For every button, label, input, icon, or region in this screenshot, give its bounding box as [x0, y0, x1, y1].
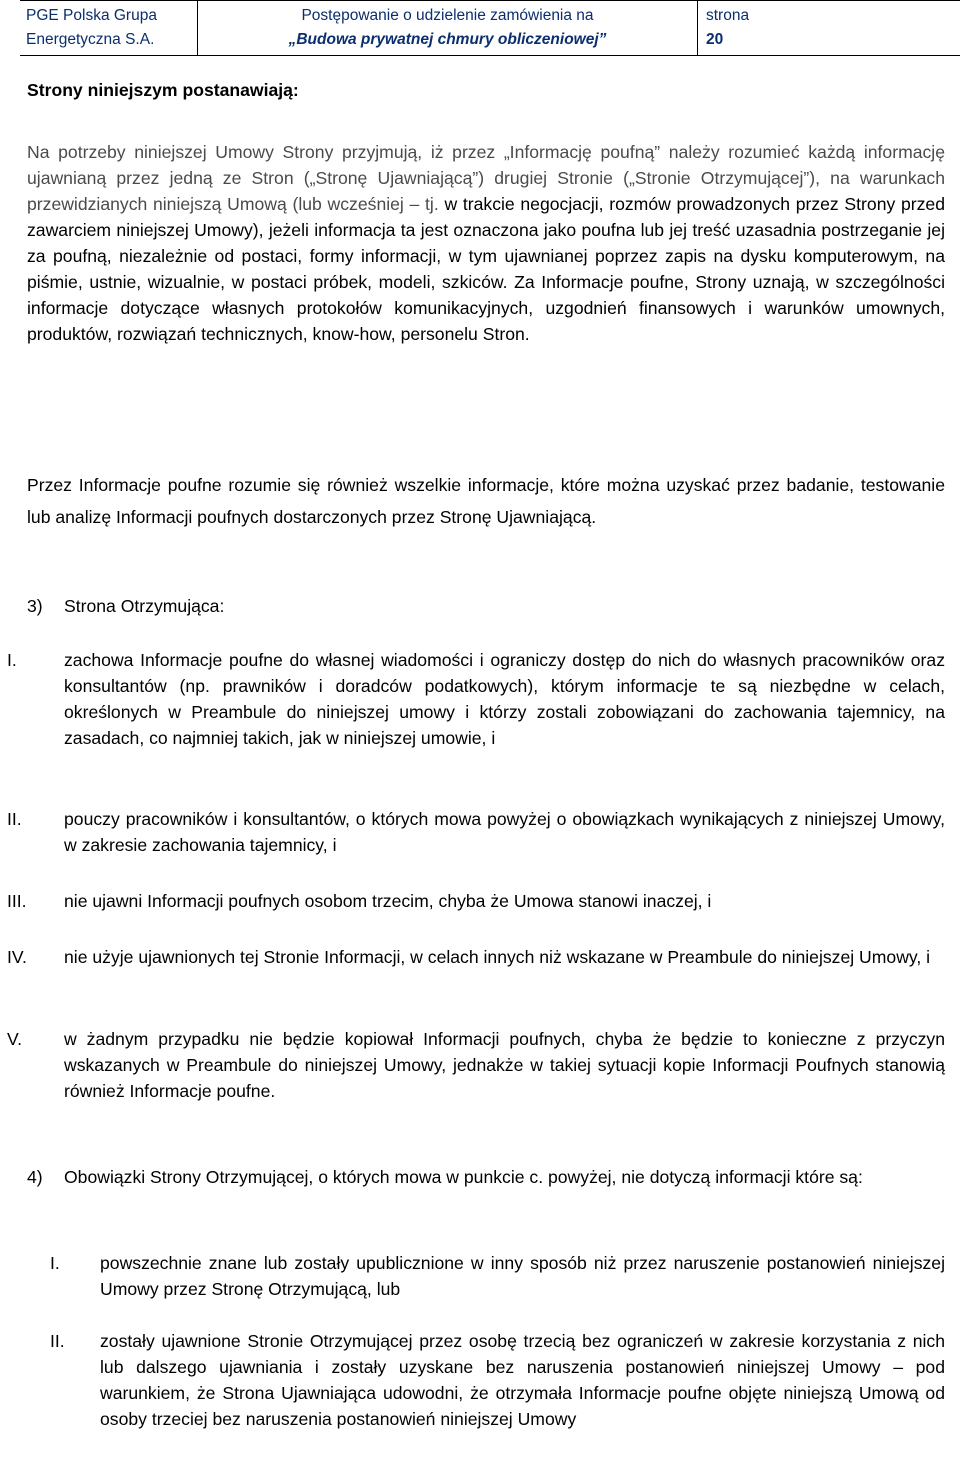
list-item — [7, 806, 945, 858]
page-header — [20, 0, 960, 56]
paragraph-definition-grey: Na potrzeby niniejszej Umowy Strony przyjmują, iż przez „Informację poufną” należy rozumieć każdą informację ujawnianą przez jedną ze Stron („Stronę Ujawniającą”) drugiej Stronie („Stronie Otrzymującej”), na warunkach przewidzianych niniejszą Umową (lub wcześniej – tj. — [27, 142, 945, 214]
list-marker: II. — [50, 1331, 65, 1351]
list-marker: III. — [7, 891, 27, 911]
section-3-marker: 3) — [27, 596, 43, 616]
section-4-marker: 4) — [27, 1167, 43, 1187]
section-3-label: Strona Otrzymująca: — [64, 596, 225, 616]
title-line-2: „Budowa prywatnej chmury obliczeniowej” — [288, 31, 607, 48]
list-item — [7, 1026, 945, 1104]
page-number: 20 — [706, 31, 724, 48]
list-marker: II. — [7, 809, 22, 829]
header-company — [20, 1, 198, 55]
section-heading: Strony niniejszym postanawiają: — [27, 80, 299, 100]
paragraph-derived-info: Przez Informacje poufne rozumie się również wszelkie informacje, które można uzyskać przez badanie, testowanie lub analizę Informacji poufnych dostarczonych przez Stronę Ujawniającą. — [27, 475, 945, 527]
company-line-1: PGE Polska Grupa — [26, 7, 157, 24]
list-item — [50, 1328, 945, 1432]
list-item — [7, 888, 945, 914]
list-item-text: powszechnie znane lub zostały upublicznione w inny sposób niż przez naruszenie postanowień niniejszej Umowy przez Stronę Otrzymującą, lub — [100, 1253, 945, 1299]
list-item-text: zostały ujawnione Stronie Otrzymującej przez osobę trzecią bez ograniczeń w zakresie korzystania z nich lub dalszego ujawniania i zostały uzyskane bez naruszenia postanowień niniejszej Umowy – pod warunkiem, że Strona Ujawniająca udowodni, że otrzymała Informacje poufne objęte niniejszą Umową od osoby trzeciej bez naruszenia postanowień niniejszej Umowy — [100, 1331, 945, 1429]
list-marker: I. — [7, 650, 17, 670]
list-item-text: nie użyje ujawnionych tej Stronie Informacji, w celach innych niż wskazane w Preambule do niniejszej Umowy, i — [64, 947, 931, 967]
list-item — [7, 944, 945, 970]
list-marker: IV. — [7, 947, 27, 967]
list-item-text: zachowa Informacje poufne do własnej wiadomości i ograniczy dostęp do nich do własnych pracowników oraz konsultantów (np. prawników i doradców podatkowych), którym informacje te są niezbędne w celach, określonych w Preambule do niniejszej umowy i którzy zostali zobowiązani do zachowania tajemnicy, na zasadach, co najmniej takich, jak w niniejszej umowie, i — [64, 650, 945, 748]
list-item-text: w żadnym przypadku nie będzie kopiował Informacji poufnych, chyba że będzie to konieczne z przyczyn wskazanych w Preambule do niniejszej Umowy, jednakże w takiej sytuacji kopie Informacji Poufnych stanowią również Informacje poufne. — [64, 1029, 945, 1101]
list-marker: V. — [7, 1029, 23, 1049]
list-marker: I. — [50, 1253, 60, 1273]
list-item — [50, 1250, 945, 1302]
header-title — [198, 1, 698, 55]
section-4-title: Obowiązki Strony Otrzymującej, o których mowa w punkcie c. powyżej, nie dotyczą informacji które są: — [64, 1167, 863, 1187]
company-line-2: Energetyczna S.A. — [26, 31, 155, 48]
paragraph-definition-rest: w trakcie negocjacji, rozmów prowadzonych przez Strony przed zawarciem niniejszej Umowy), jeżeli informacja ta jest oznaczona jako poufna lub jej treść uzasadnia postrzeganie jej za poufną, niezależnie od postaci, formy informacji, w tym ujawnianej poprzez zapis na dysku komputerowym, na piśmie, ustnie, wizualnie, w postaci próbek, modeli, szkiców. Za Informacje poufne, Strony uznają, w szczególności informacje dotyczące własnych protokołów komunikacyjnych, uzgodnień finansowych i warunków umownych, produktów, rozwiązań technicznych, know-how, personelu Stron. — [27, 194, 946, 344]
page-label: strona — [706, 7, 750, 24]
title-line-1: Postępowanie o udzielenie zamówienia na — [301, 7, 594, 24]
list-item-text: nie ujawni Informacji poufnych osobom trzecim, chyba że Umowa stanowi inaczej, i — [64, 891, 712, 911]
paragraph-definition — [27, 139, 945, 347]
list-item-text: pouczy pracowników i konsultantów, o których mowa powyżej o obowiązkach wynikających z niniejszej Umowy, w zakresie zachowania tajemnicy, i — [64, 809, 945, 855]
list-item — [7, 647, 945, 751]
header-page — [698, 1, 960, 55]
